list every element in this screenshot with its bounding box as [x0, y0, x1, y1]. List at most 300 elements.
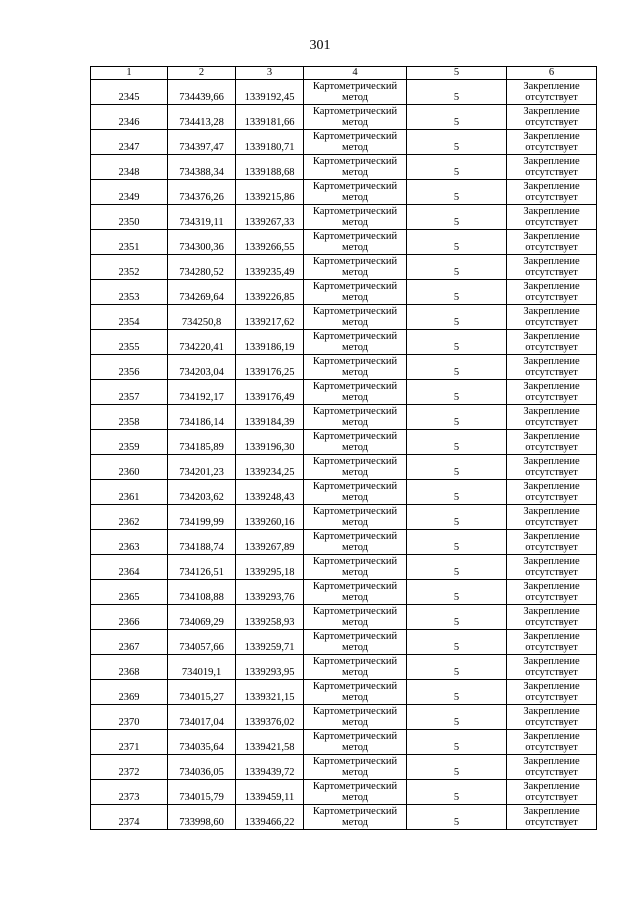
method-line-2: метод: [341, 142, 369, 153]
x-coordinate-cell: 734015,79: [168, 780, 236, 805]
point-number-cell: 2362: [91, 505, 168, 530]
table-row: [91, 455, 597, 480]
x-coordinate-cell: 734036,05: [168, 755, 236, 780]
x-coordinate-cell: 734439,66: [168, 80, 236, 105]
method-line-1: Картометрический: [312, 80, 398, 92]
method-line-2: метод: [341, 817, 369, 828]
method-cell: [304, 80, 407, 105]
method-line-2: метод: [341, 567, 369, 578]
accuracy-cell: 5: [407, 330, 507, 355]
method-line-2: метод: [341, 342, 369, 353]
x-coordinate-cell: 734201,23: [168, 455, 236, 480]
fixing-cell: [507, 380, 597, 405]
method-cell: [304, 230, 407, 255]
fixing-line-1: Закрепление: [523, 755, 580, 767]
method-line-2: метод: [341, 592, 369, 603]
y-coordinate-cell: 1339196,30: [236, 430, 304, 455]
y-coordinate-cell: 1339184,39: [236, 405, 304, 430]
point-number-cell: 2369: [91, 680, 168, 705]
point-number-cell: 2372: [91, 755, 168, 780]
point-number-cell: 2346: [91, 105, 168, 130]
point-number-cell: 2349: [91, 180, 168, 205]
fixing-line-1: Закрепление: [523, 280, 580, 292]
fixing-cell: [507, 680, 597, 705]
fixing-cell: [507, 405, 597, 430]
method-line-1: Картометрический: [312, 530, 398, 542]
method-line-1: Картометрический: [312, 330, 398, 342]
method-line-2: метод: [341, 442, 369, 453]
method-line-2: метод: [341, 767, 369, 778]
fixing-cell: [507, 480, 597, 505]
fixing-line-2: отсутствует: [525, 692, 578, 703]
method-line-1: Картометрический: [312, 455, 398, 467]
method-line-1: Картометрический: [312, 780, 398, 792]
table-row: [91, 480, 597, 505]
point-number-cell: 2357: [91, 380, 168, 405]
x-coordinate-cell: 734376,26: [168, 180, 236, 205]
fixing-line-1: Закрепление: [523, 655, 580, 667]
table-row: [91, 630, 597, 655]
y-coordinate-cell: 1339266,55: [236, 230, 304, 255]
fixing-line-1: Закрепление: [523, 230, 580, 242]
x-coordinate-cell: 734397,47: [168, 130, 236, 155]
method-line-2: метод: [341, 92, 369, 103]
accuracy-cell: 5: [407, 105, 507, 130]
fixing-line-1: Закрепление: [523, 305, 580, 317]
method-line-1: Картометрический: [312, 505, 398, 517]
method-line-2: метод: [341, 242, 369, 253]
fixing-cell: [507, 705, 597, 730]
fixing-cell: [507, 755, 597, 780]
x-coordinate-cell: 734203,62: [168, 480, 236, 505]
point-number-cell: 2367: [91, 630, 168, 655]
method-line-1: Картометрический: [312, 205, 398, 217]
fixing-line-1: Закрепление: [523, 705, 580, 717]
method-line-2: метод: [341, 617, 369, 628]
accuracy-cell: 5: [407, 755, 507, 780]
fixing-line-2: отсутствует: [525, 142, 578, 153]
y-coordinate-cell: 1339267,33: [236, 205, 304, 230]
method-line-1: Картометрический: [312, 555, 398, 567]
x-coordinate-cell: 733998,60: [168, 805, 236, 830]
x-coordinate-cell: 734388,34: [168, 155, 236, 180]
accuracy-cell: 5: [407, 205, 507, 230]
y-coordinate-cell: 1339192,45: [236, 80, 304, 105]
method-cell: [304, 480, 407, 505]
table-row: [91, 230, 597, 255]
fixing-cell: [507, 430, 597, 455]
fixing-line-1: Закрепление: [523, 205, 580, 217]
method-cell: [304, 405, 407, 430]
table-row: [91, 405, 597, 430]
method-line-2: метод: [341, 542, 369, 553]
method-line-1: Картометрический: [312, 405, 398, 417]
point-number-cell: 2363: [91, 530, 168, 555]
table-body: [91, 80, 597, 830]
point-number-cell: 2359: [91, 430, 168, 455]
fixing-line-1: Закрепление: [523, 605, 580, 617]
fixing-cell: [507, 330, 597, 355]
method-cell: [304, 780, 407, 805]
x-coordinate-cell: 734035,64: [168, 730, 236, 755]
method-line-1: Картометрический: [312, 480, 398, 492]
fixing-line-2: отсутствует: [525, 517, 578, 528]
method-cell: [304, 505, 407, 530]
table-row: [91, 155, 597, 180]
point-number-cell: 2358: [91, 405, 168, 430]
method-cell: [304, 305, 407, 330]
method-cell: [304, 630, 407, 655]
y-coordinate-cell: 1339267,89: [236, 530, 304, 555]
table-row: [91, 130, 597, 155]
fixing-line-2: отсутствует: [525, 392, 578, 403]
method-line-1: Картометрический: [312, 680, 398, 692]
x-coordinate-cell: 734280,52: [168, 255, 236, 280]
x-coordinate-cell: 734186,14: [168, 405, 236, 430]
fixing-line-1: Закрепление: [523, 330, 580, 342]
accuracy-cell: 5: [407, 155, 507, 180]
fixing-line-1: Закрепление: [523, 630, 580, 642]
x-coordinate-cell: 734126,51: [168, 555, 236, 580]
header-cell: 2: [168, 67, 236, 80]
fixing-cell: [507, 80, 597, 105]
fixing-line-1: Закрепление: [523, 405, 580, 417]
method-cell: [304, 255, 407, 280]
accuracy-cell: 5: [407, 705, 507, 730]
accuracy-cell: 5: [407, 530, 507, 555]
method-line-1: Картометрический: [312, 755, 398, 767]
table-row: [91, 530, 597, 555]
fixing-line-2: отсутствует: [525, 642, 578, 653]
fixing-line-1: Закрепление: [523, 680, 580, 692]
fixing-line-2: отсутствует: [525, 667, 578, 678]
y-coordinate-cell: 1339321,15: [236, 680, 304, 705]
accuracy-cell: 5: [407, 280, 507, 305]
fixing-cell: [507, 780, 597, 805]
method-line-2: метод: [341, 117, 369, 128]
fixing-line-1: Закрепление: [523, 355, 580, 367]
fixing-line-2: отсутствует: [525, 817, 578, 828]
point-number-cell: 2361: [91, 480, 168, 505]
accuracy-cell: 5: [407, 180, 507, 205]
table-row: [91, 180, 597, 205]
point-number-cell: 2355: [91, 330, 168, 355]
point-number-cell: 2364: [91, 555, 168, 580]
fixing-line-1: Закрепление: [523, 555, 580, 567]
fixing-line-2: отсутствует: [525, 767, 578, 778]
fixing-line-1: Закрепление: [523, 255, 580, 267]
fixing-line-2: отсутствует: [525, 542, 578, 553]
point-number-cell: 2348: [91, 155, 168, 180]
y-coordinate-cell: 1339293,95: [236, 655, 304, 680]
x-coordinate-cell: 734203,04: [168, 355, 236, 380]
method-line-2: метод: [341, 467, 369, 478]
y-coordinate-cell: 1339217,62: [236, 305, 304, 330]
fixing-line-1: Закрепление: [523, 430, 580, 442]
table-row: [91, 780, 597, 805]
method-line-1: Картометрический: [312, 355, 398, 367]
table-row: [91, 105, 597, 130]
method-line-1: Картометрический: [312, 380, 398, 392]
table-row: [91, 655, 597, 680]
method-line-1: Картометрический: [312, 155, 398, 167]
y-coordinate-cell: 1339215,86: [236, 180, 304, 205]
fixing-line-1: Закрепление: [523, 780, 580, 792]
method-line-2: метод: [341, 317, 369, 328]
method-line-2: метод: [341, 192, 369, 203]
fixing-line-2: отсутствует: [525, 342, 578, 353]
point-number-cell: 2352: [91, 255, 168, 280]
point-number-cell: 2371: [91, 730, 168, 755]
y-coordinate-cell: 1339293,76: [236, 580, 304, 605]
accuracy-cell: 5: [407, 355, 507, 380]
fixing-line-2: отсутствует: [525, 217, 578, 228]
fixing-line-2: отсутствует: [525, 92, 578, 103]
method-line-1: Картометрический: [312, 430, 398, 442]
method-cell: [304, 180, 407, 205]
x-coordinate-cell: 734108,88: [168, 580, 236, 605]
y-coordinate-cell: 1339459,11: [236, 780, 304, 805]
y-coordinate-cell: 1339248,43: [236, 480, 304, 505]
y-coordinate-cell: 1339188,68: [236, 155, 304, 180]
accuracy-cell: 5: [407, 680, 507, 705]
accuracy-cell: 5: [407, 430, 507, 455]
y-coordinate-cell: 1339180,71: [236, 130, 304, 155]
header-cell: 5: [407, 67, 507, 80]
fixing-line-1: Закрепление: [523, 105, 580, 117]
method-cell: [304, 605, 407, 630]
table-row: [91, 280, 597, 305]
fixing-cell: [507, 305, 597, 330]
fixing-line-2: отсутствует: [525, 617, 578, 628]
table-row: [91, 505, 597, 530]
method-cell: [304, 455, 407, 480]
method-line-2: метод: [341, 167, 369, 178]
method-cell: [304, 280, 407, 305]
method-line-1: Картометрический: [312, 630, 398, 642]
method-line-1: Картометрический: [312, 730, 398, 742]
method-cell: [304, 330, 407, 355]
accuracy-cell: 5: [407, 305, 507, 330]
fixing-line-1: Закрепление: [523, 180, 580, 192]
x-coordinate-cell: 734250,8: [168, 305, 236, 330]
fixing-cell: [507, 605, 597, 630]
table-row: [91, 555, 597, 580]
fixing-cell: [507, 355, 597, 380]
method-line-1: Картометрический: [312, 255, 398, 267]
method-line-2: метод: [341, 292, 369, 303]
fixing-line-1: Закрепление: [523, 580, 580, 592]
table-row: [91, 680, 597, 705]
accuracy-cell: 5: [407, 655, 507, 680]
method-cell: [304, 380, 407, 405]
x-coordinate-cell: 734017,04: [168, 705, 236, 730]
fixing-cell: [507, 805, 597, 830]
x-coordinate-cell: 734057,66: [168, 630, 236, 655]
fixing-line-2: отсутствует: [525, 417, 578, 428]
point-number-cell: 2374: [91, 805, 168, 830]
accuracy-cell: 5: [407, 805, 507, 830]
method-line-1: Картометрический: [312, 580, 398, 592]
y-coordinate-cell: 1339226,85: [236, 280, 304, 305]
method-cell: [304, 530, 407, 555]
accuracy-cell: 5: [407, 780, 507, 805]
table-row: [91, 580, 597, 605]
point-number-cell: 2365: [91, 580, 168, 605]
header-cell: 6: [507, 67, 597, 80]
fixing-line-2: отсутствует: [525, 367, 578, 378]
y-coordinate-cell: 1339234,25: [236, 455, 304, 480]
fixing-cell: [507, 280, 597, 305]
y-coordinate-cell: 1339181,66: [236, 105, 304, 130]
method-cell: [304, 105, 407, 130]
method-line-2: метод: [341, 742, 369, 753]
fixing-line-2: отсутствует: [525, 742, 578, 753]
y-coordinate-cell: 1339421,58: [236, 730, 304, 755]
accuracy-cell: 5: [407, 230, 507, 255]
fixing-line-2: отсутствует: [525, 567, 578, 578]
method-cell: [304, 655, 407, 680]
x-coordinate-cell: 734199,99: [168, 505, 236, 530]
method-line-2: метод: [341, 392, 369, 403]
y-coordinate-cell: 1339295,18: [236, 555, 304, 580]
y-coordinate-cell: 1339186,19: [236, 330, 304, 355]
method-line-2: метод: [341, 417, 369, 428]
fixing-line-1: Закрепление: [523, 530, 580, 542]
page-number: 301: [309, 38, 331, 53]
fixing-cell: [507, 180, 597, 205]
method-cell: [304, 680, 407, 705]
accuracy-cell: 5: [407, 605, 507, 630]
method-cell: [304, 205, 407, 230]
fixing-cell: [507, 205, 597, 230]
table-row: [91, 705, 597, 730]
x-coordinate-cell: 734188,74: [168, 530, 236, 555]
fixing-line-2: отсутствует: [525, 192, 578, 203]
header-cell: 4: [304, 67, 407, 80]
method-line-2: метод: [341, 217, 369, 228]
accuracy-cell: 5: [407, 480, 507, 505]
fixing-line-2: отсутствует: [525, 242, 578, 253]
fixing-cell: [507, 555, 597, 580]
y-coordinate-cell: 1339259,71: [236, 630, 304, 655]
fixing-line-2: отсутствует: [525, 717, 578, 728]
method-cell: [304, 130, 407, 155]
fixing-line-1: Закрепление: [523, 505, 580, 517]
fixing-cell: [507, 230, 597, 255]
point-number-cell: 2356: [91, 355, 168, 380]
method-line-2: метод: [341, 717, 369, 728]
fixing-cell: [507, 580, 597, 605]
accuracy-cell: 5: [407, 630, 507, 655]
method-line-2: метод: [341, 367, 369, 378]
table-row: [91, 355, 597, 380]
method-line-1: Картометрический: [312, 280, 398, 292]
x-coordinate-cell: 734413,28: [168, 105, 236, 130]
fixing-line-1: Закрепление: [523, 380, 580, 392]
method-line-1: Картометрический: [312, 105, 398, 117]
method-line-2: метод: [341, 642, 369, 653]
fixing-cell: [507, 730, 597, 755]
accuracy-cell: 5: [407, 130, 507, 155]
fixing-line-2: отсутствует: [525, 442, 578, 453]
table-row: [91, 605, 597, 630]
fixing-cell: [507, 130, 597, 155]
table-row: [91, 80, 597, 105]
x-coordinate-cell: 734069,29: [168, 605, 236, 630]
method-line-2: метод: [341, 492, 369, 503]
y-coordinate-cell: 1339176,25: [236, 355, 304, 380]
fixing-cell: [507, 155, 597, 180]
table-row: [91, 330, 597, 355]
method-line-1: Картометрический: [312, 180, 398, 192]
point-number-cell: 2354: [91, 305, 168, 330]
point-number-cell: 2360: [91, 455, 168, 480]
fixing-line-2: отсутствует: [525, 167, 578, 178]
header-cell: 1: [91, 67, 168, 80]
accuracy-cell: 5: [407, 405, 507, 430]
y-coordinate-cell: 1339376,02: [236, 705, 304, 730]
point-number-cell: 2353: [91, 280, 168, 305]
fixing-cell: [507, 105, 597, 130]
method-line-2: метод: [341, 792, 369, 803]
fixing-line-2: отсутствует: [525, 492, 578, 503]
method-cell: [304, 555, 407, 580]
table-row: [91, 255, 597, 280]
accuracy-cell: 5: [407, 380, 507, 405]
fixing-line-1: Закрепление: [523, 805, 580, 817]
method-cell: [304, 580, 407, 605]
point-number-cell: 2345: [91, 80, 168, 105]
fixing-cell: [507, 505, 597, 530]
point-number-cell: 2373: [91, 780, 168, 805]
point-number-cell: 2347: [91, 130, 168, 155]
method-line-2: метод: [341, 667, 369, 678]
fixing-line-2: отсутствует: [525, 592, 578, 603]
header-cell: 3: [236, 67, 304, 80]
fixing-line-2: отсутствует: [525, 292, 578, 303]
fixing-line-1: Закрепление: [523, 155, 580, 167]
method-line-2: метод: [341, 267, 369, 278]
method-line-1: Картометрический: [312, 605, 398, 617]
table-row: [91, 805, 597, 830]
table-row: [91, 205, 597, 230]
x-coordinate-cell: 734300,36: [168, 230, 236, 255]
table-row: [91, 755, 597, 780]
method-line-1: Картометрический: [312, 305, 398, 317]
fixing-line-2: отсутствует: [525, 267, 578, 278]
x-coordinate-cell: 734269,64: [168, 280, 236, 305]
y-coordinate-cell: 1339235,49: [236, 255, 304, 280]
y-coordinate-cell: 1339439,72: [236, 755, 304, 780]
accuracy-cell: 5: [407, 80, 507, 105]
x-coordinate-cell: 734015,27: [168, 680, 236, 705]
fixing-cell: [507, 530, 597, 555]
fixing-line-2: отсутствует: [525, 467, 578, 478]
point-number-cell: 2350: [91, 205, 168, 230]
fixing-line-1: Закрепление: [523, 455, 580, 467]
method-line-1: Картометрический: [312, 130, 398, 142]
method-cell: [304, 705, 407, 730]
fixing-line-1: Закрепление: [523, 480, 580, 492]
method-cell: [304, 730, 407, 755]
fixing-cell: [507, 455, 597, 480]
accuracy-cell: 5: [407, 580, 507, 605]
y-coordinate-cell: 1339466,22: [236, 805, 304, 830]
method-line-1: Картометрический: [312, 655, 398, 667]
y-coordinate-cell: 1339258,93: [236, 605, 304, 630]
table-header-row: [91, 67, 597, 80]
